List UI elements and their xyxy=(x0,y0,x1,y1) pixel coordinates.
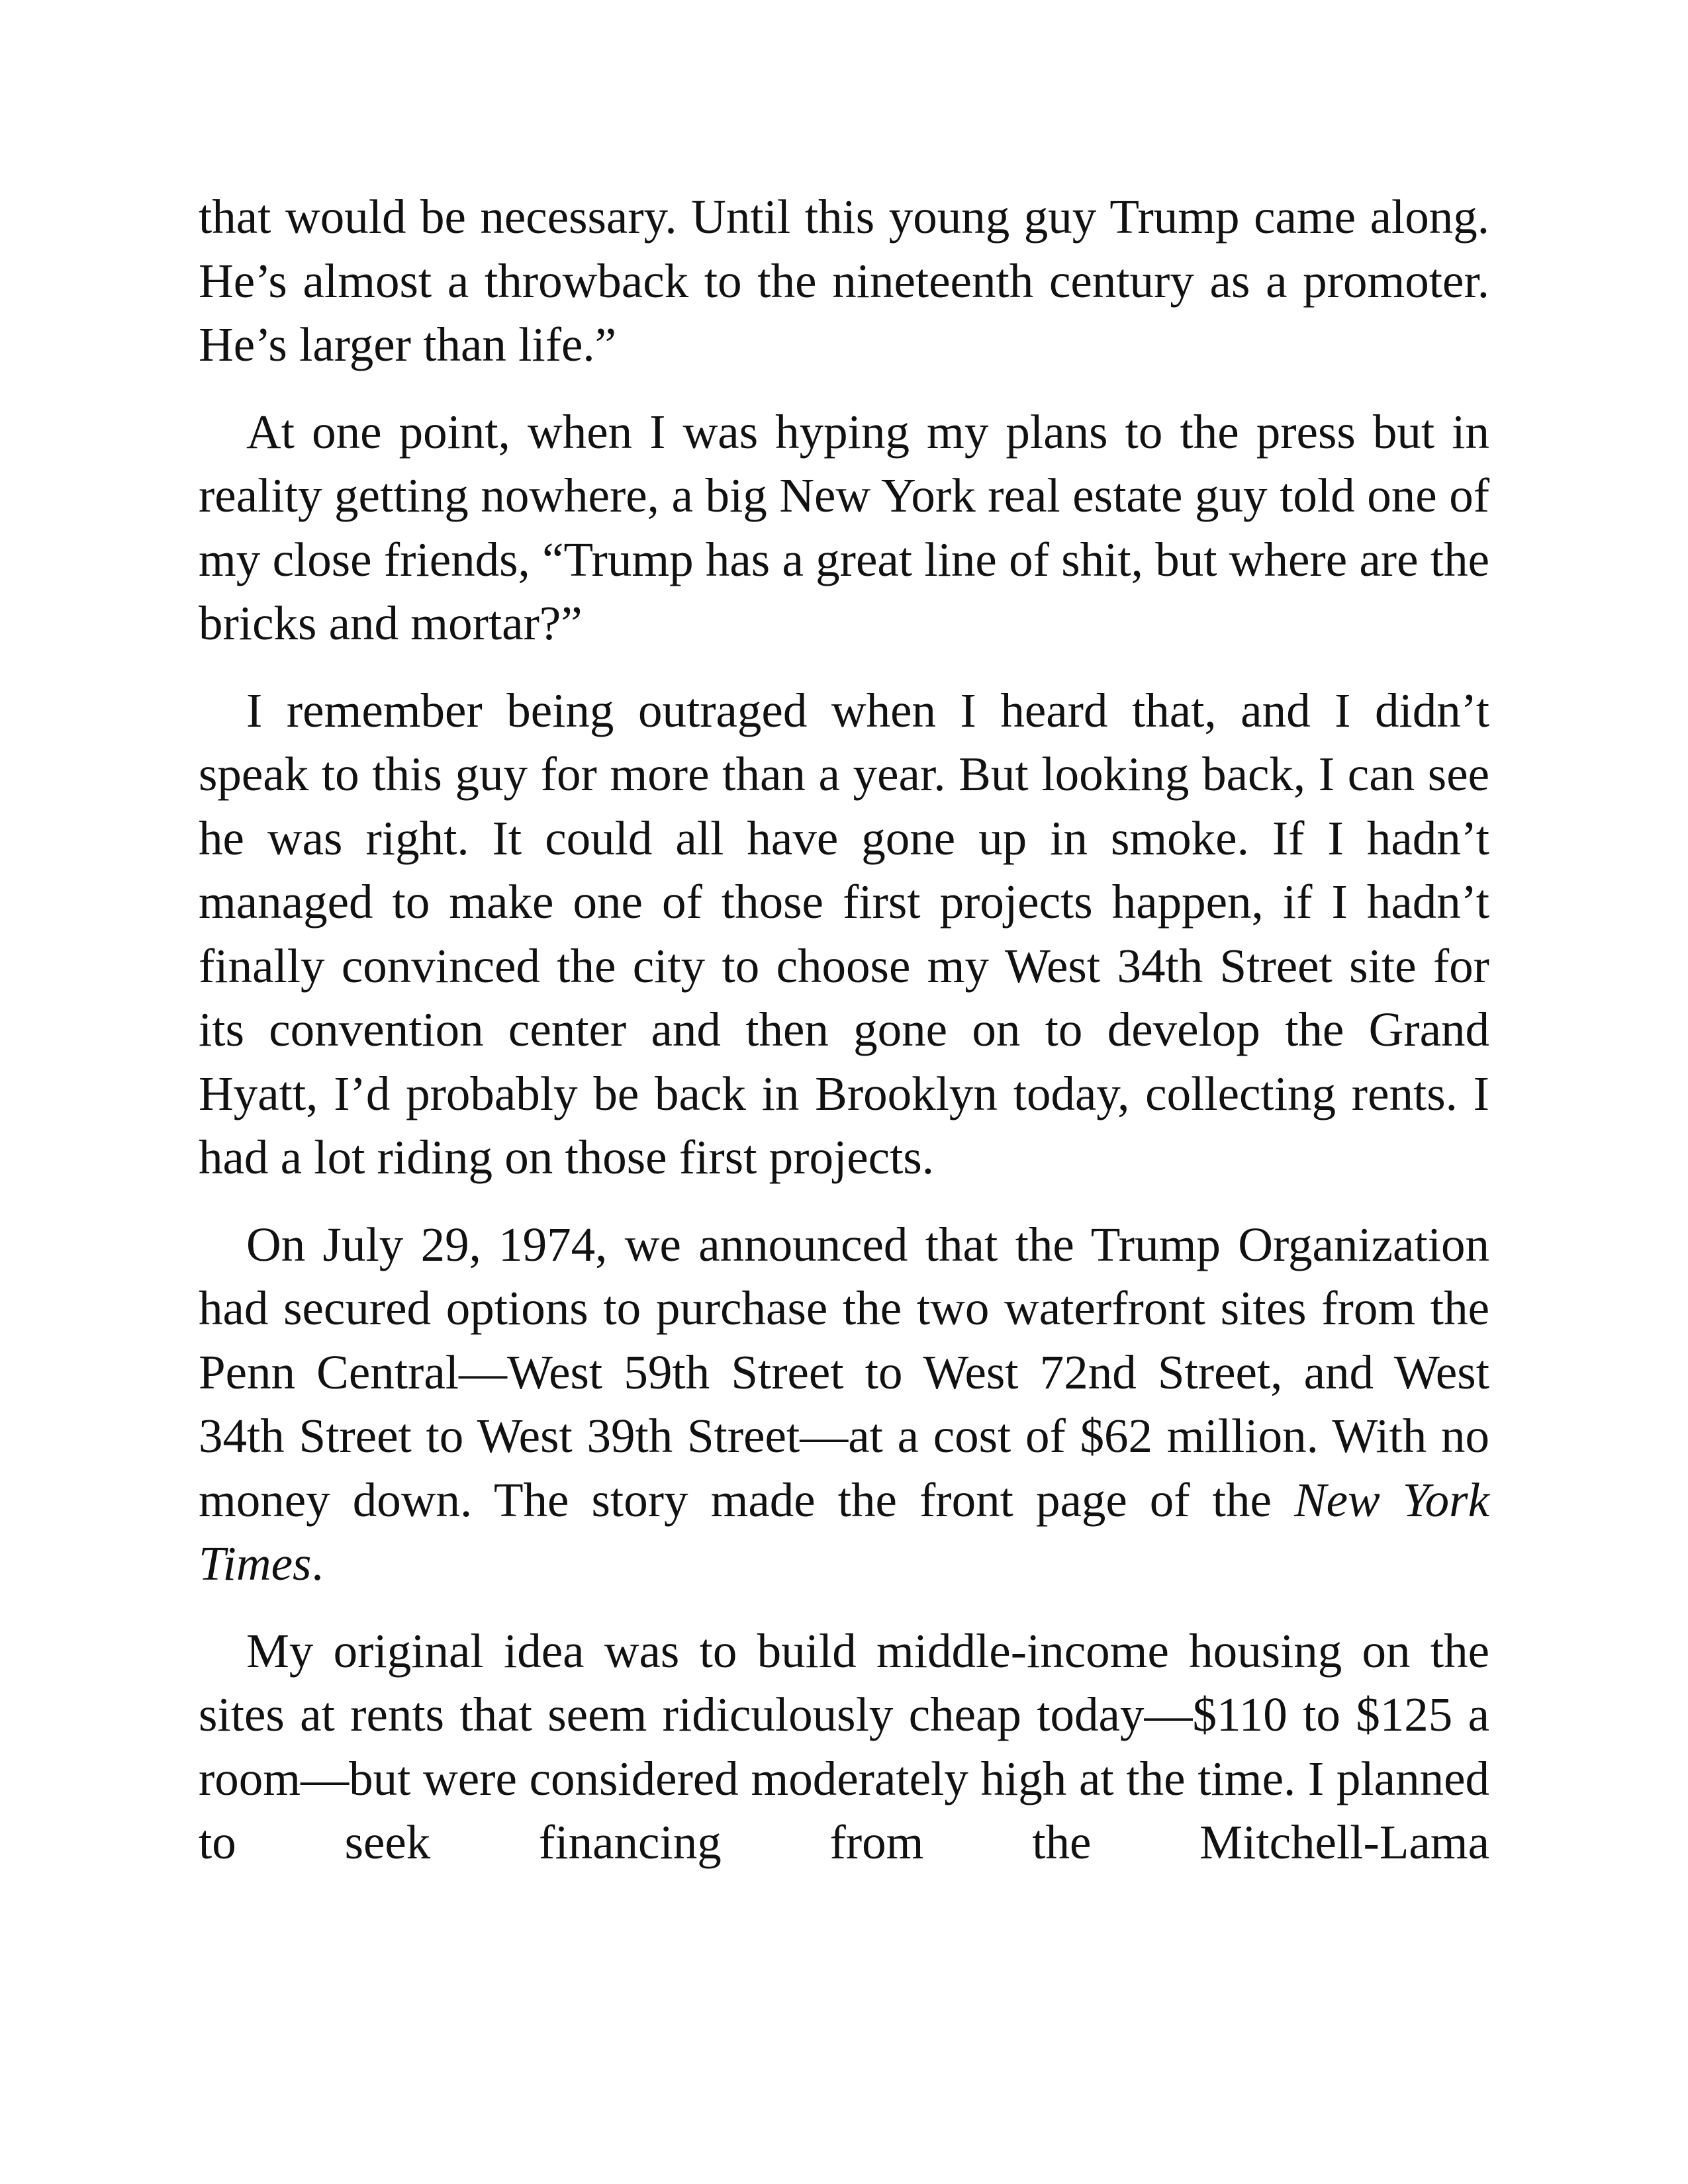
newspaper-title: New York Times xyxy=(199,1473,1489,1590)
paragraph-4 xyxy=(199,1213,1489,1596)
paragraph-1: that would be necessary. Until this young guy Trump came along. He’s almost a throwback to the nineteenth century as a promoter. He’s larger than life.” xyxy=(199,190,1489,371)
paragraph-4-text-before: On July 29, 1974, we announced that the Trump Organization had secured options to purchase the two waterfront sites from the Penn Central—West 59th Street to West 72nd Street, and West 34th Street to West 39th Street—at a cost of $62 million. With no money down. The story made the front page of the xyxy=(199,1217,1489,1527)
paragraph-3: I remember being outraged when I heard that, and I didn’t speak to this guy for more than a year. But looking back, I can see he was right. It could all have gone up in smoke. If I hadn’t managed to make one of those first projects happen, if I hadn’t finally convinced the city to choose my West 34th Street site for its convention center and then gone on to develop the Grand Hyatt, I’d probably be back in Brooklyn today, collecting rents. I had a lot riding on those first projects. xyxy=(199,683,1489,1184)
paragraph-5: My original idea was to build middle-income housing on the sites at rents that seem ridiculously cheap today—$110 to $125 a room—but were considered moderately high at the time. I planned to seek financing from the Mitchell-Lama xyxy=(199,1623,1489,1869)
paragraph-2: At one point, when I was hyping my plans to the press but in reality getting nowhere, a big New York real estate guy told one of my close friends, “Trump has a great line of shit, but where are the bricks and mortar?” xyxy=(199,404,1489,650)
book-page xyxy=(199,185,1489,1898)
paragraph-4-text-after: . xyxy=(311,1537,324,1590)
